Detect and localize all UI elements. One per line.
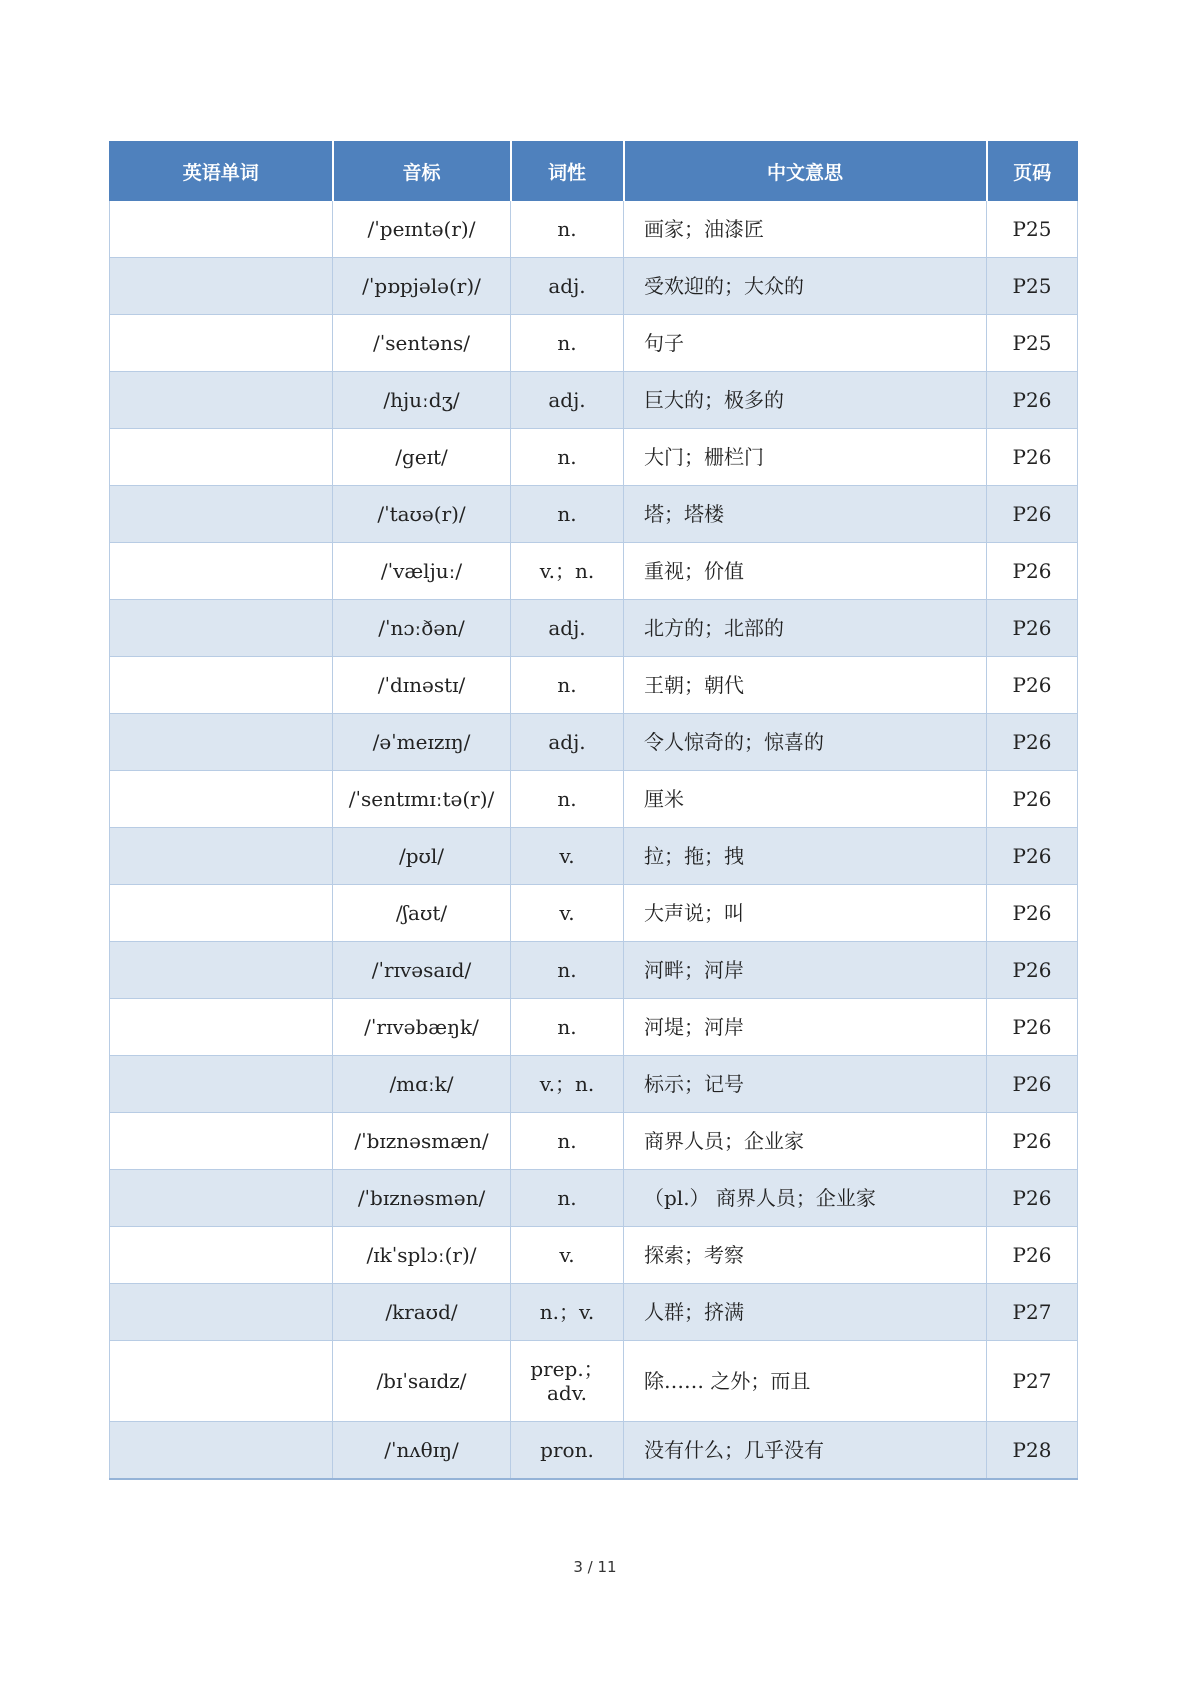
table-row — [110, 657, 1078, 714]
cell-chinese-meaning: 塔；塔楼 — [624, 486, 987, 543]
cell-chinese-meaning: 标示；记号 — [624, 1056, 987, 1113]
cell-chinese-meaning: 受欢迎的；大众的 — [624, 258, 987, 315]
cell-chinese-meaning: 没有什么；几乎没有 — [624, 1422, 987, 1480]
cell-part-of-speech: n.；v. — [511, 1284, 624, 1341]
table-row — [110, 486, 1078, 543]
cell-english-word — [110, 201, 333, 258]
table-row — [110, 1284, 1078, 1341]
cell-part-of-speech: adj. — [511, 600, 624, 657]
cell-phonetic: /kraʊd/ — [333, 1284, 511, 1341]
cell-part-of-speech: adj. — [511, 258, 624, 315]
cell-phonetic: /ˈsentəns/ — [333, 315, 511, 372]
cell-page: P26 — [987, 1113, 1078, 1170]
cell-english-word — [110, 1056, 333, 1113]
cell-page: P26 — [987, 999, 1078, 1056]
cell-phonetic: /geɪt/ — [333, 429, 511, 486]
cell-phonetic: /hjuːdʒ/ — [333, 372, 511, 429]
header-part-of-speech: 词性 — [511, 142, 624, 201]
cell-english-word — [110, 600, 333, 657]
table-row — [110, 771, 1078, 828]
cell-english-word — [110, 372, 333, 429]
cell-part-of-speech: v. — [511, 1227, 624, 1284]
cell-english-word — [110, 771, 333, 828]
table-row — [110, 1227, 1078, 1284]
cell-page: P26 — [987, 714, 1078, 771]
table-row — [110, 1170, 1078, 1227]
cell-phonetic: /ˈbɪznəsmæn/ — [333, 1113, 511, 1170]
cell-english-word — [110, 942, 333, 999]
cell-english-word — [110, 657, 333, 714]
table-row — [110, 1341, 1078, 1422]
cell-chinese-meaning: 句子 — [624, 315, 987, 372]
cell-chinese-meaning: 河畔；河岸 — [624, 942, 987, 999]
table-row — [110, 258, 1078, 315]
cell-part-of-speech: n. — [511, 315, 624, 372]
table-row — [110, 885, 1078, 942]
cell-page: P26 — [987, 600, 1078, 657]
cell-chinese-meaning: 北方的；北部的 — [624, 600, 987, 657]
cell-page: P26 — [987, 1170, 1078, 1227]
cell-chinese-meaning: 大声说；叫 — [624, 885, 987, 942]
table-row — [110, 714, 1078, 771]
cell-english-word — [110, 885, 333, 942]
cell-phonetic: /ʃaʊt/ — [333, 885, 511, 942]
cell-page: P26 — [987, 429, 1078, 486]
cell-phonetic: /ˈnʌθɪŋ/ — [333, 1422, 511, 1480]
cell-page: P25 — [987, 201, 1078, 258]
cell-page: P26 — [987, 885, 1078, 942]
cell-part-of-speech: n. — [511, 429, 624, 486]
cell-page: P27 — [987, 1341, 1078, 1422]
cell-phonetic: /ˈpɒpjələ(r)/ — [333, 258, 511, 315]
cell-page: P26 — [987, 828, 1078, 885]
cell-phonetic: /ˈrɪvəbæŋk/ — [333, 999, 511, 1056]
cell-phonetic: /ɪkˈsplɔː(r)/ — [333, 1227, 511, 1284]
table-row — [110, 999, 1078, 1056]
cell-chinese-meaning: 除…… 之外；而且 — [624, 1341, 987, 1422]
cell-chinese-meaning: 王朝；朝代 — [624, 657, 987, 714]
table-row — [110, 942, 1078, 999]
cell-chinese-meaning: 探索；考察 — [624, 1227, 987, 1284]
table-row — [110, 1113, 1078, 1170]
cell-phonetic: /bɪˈsaɪdz/ — [333, 1341, 511, 1422]
cell-part-of-speech: pron. — [511, 1422, 624, 1480]
cell-phonetic: /ˈrɪvəsaɪd/ — [333, 942, 511, 999]
cell-page: P25 — [987, 258, 1078, 315]
cell-page: P28 — [987, 1422, 1078, 1480]
table-body — [110, 201, 1078, 1480]
cell-page: P26 — [987, 486, 1078, 543]
cell-page: P26 — [987, 657, 1078, 714]
cell-part-of-speech: adj. — [511, 372, 624, 429]
cell-chinese-meaning: 重视；价值 — [624, 543, 987, 600]
cell-page: P26 — [987, 1056, 1078, 1113]
cell-part-of-speech: v. — [511, 828, 624, 885]
cell-page: P26 — [987, 1227, 1078, 1284]
cell-chinese-meaning: 人群；挤满 — [624, 1284, 987, 1341]
cell-page: P26 — [987, 771, 1078, 828]
table-row — [110, 315, 1078, 372]
cell-part-of-speech: v.；n. — [511, 1056, 624, 1113]
cell-phonetic: /ˈsentɪmɪːtə(r)/ — [333, 771, 511, 828]
table-row — [110, 600, 1078, 657]
cell-english-word — [110, 1284, 333, 1341]
table-row — [110, 1056, 1078, 1113]
cell-part-of-speech: prep.； adv. — [511, 1341, 624, 1422]
cell-part-of-speech: n. — [511, 201, 624, 258]
cell-part-of-speech: n. — [511, 1170, 624, 1227]
cell-chinese-meaning: 巨大的；极多的 — [624, 372, 987, 429]
vocabulary-table — [109, 141, 1078, 1480]
cell-phonetic: /ˈpeɪntə(r)/ — [333, 201, 511, 258]
cell-english-word — [110, 828, 333, 885]
cell-english-word — [110, 999, 333, 1056]
cell-english-word — [110, 486, 333, 543]
cell-page: P26 — [987, 942, 1078, 999]
table-row — [110, 429, 1078, 486]
table-row — [110, 201, 1078, 258]
cell-page: P25 — [987, 315, 1078, 372]
cell-phonetic: /mɑːk/ — [333, 1056, 511, 1113]
cell-page: P26 — [987, 372, 1078, 429]
cell-english-word — [110, 1113, 333, 1170]
cell-page: P27 — [987, 1284, 1078, 1341]
cell-chinese-meaning: 厘米 — [624, 771, 987, 828]
cell-page: P26 — [987, 543, 1078, 600]
cell-chinese-meaning: 商界人员；企业家 — [624, 1113, 987, 1170]
cell-phonetic: /ˈbɪznəsmən/ — [333, 1170, 511, 1227]
cell-english-word — [110, 543, 333, 600]
cell-english-word — [110, 429, 333, 486]
cell-english-word — [110, 714, 333, 771]
cell-phonetic: /əˈmeɪzɪŋ/ — [333, 714, 511, 771]
header-english-word: 英语单词 — [110, 142, 333, 201]
cell-phonetic: /ˈnɔːðən/ — [333, 600, 511, 657]
cell-english-word — [110, 1227, 333, 1284]
page-number: 3 / 11 — [573, 1558, 617, 1576]
cell-part-of-speech: n. — [511, 942, 624, 999]
table-header-row — [110, 142, 1078, 201]
cell-phonetic: /ˈvæljuː/ — [333, 543, 511, 600]
cell-chinese-meaning: 大门；栅栏门 — [624, 429, 987, 486]
cell-chinese-meaning: 画家；油漆匠 — [624, 201, 987, 258]
cell-phonetic: /ˈtaʊə(r)/ — [333, 486, 511, 543]
cell-part-of-speech: n. — [511, 657, 624, 714]
cell-chinese-meaning: （pl.） 商界人员；企业家 — [624, 1170, 987, 1227]
cell-english-word — [110, 1341, 333, 1422]
cell-english-word — [110, 1422, 333, 1480]
header-chinese-meaning: 中文意思 — [624, 142, 987, 201]
cell-part-of-speech: n. — [511, 771, 624, 828]
header-phonetic: 音标 — [333, 142, 511, 201]
cell-chinese-meaning: 令人惊奇的；惊喜的 — [624, 714, 987, 771]
cell-part-of-speech: v.；n. — [511, 543, 624, 600]
cell-phonetic: /pʊl/ — [333, 828, 511, 885]
header-page: 页码 — [987, 142, 1078, 201]
cell-part-of-speech: n. — [511, 486, 624, 543]
table-row — [110, 1422, 1078, 1480]
table-row — [110, 543, 1078, 600]
cell-part-of-speech: n. — [511, 1113, 624, 1170]
table-row — [110, 828, 1078, 885]
table-row — [110, 372, 1078, 429]
cell-english-word — [110, 315, 333, 372]
cell-part-of-speech: n. — [511, 999, 624, 1056]
cell-part-of-speech: adj. — [511, 714, 624, 771]
cell-chinese-meaning: 河堤；河岸 — [624, 999, 987, 1056]
cell-part-of-speech: v. — [511, 885, 624, 942]
cell-phonetic: /ˈdɪnəstɪ/ — [333, 657, 511, 714]
cell-english-word — [110, 1170, 333, 1227]
cell-chinese-meaning: 拉；拖；拽 — [624, 828, 987, 885]
cell-english-word — [110, 258, 333, 315]
